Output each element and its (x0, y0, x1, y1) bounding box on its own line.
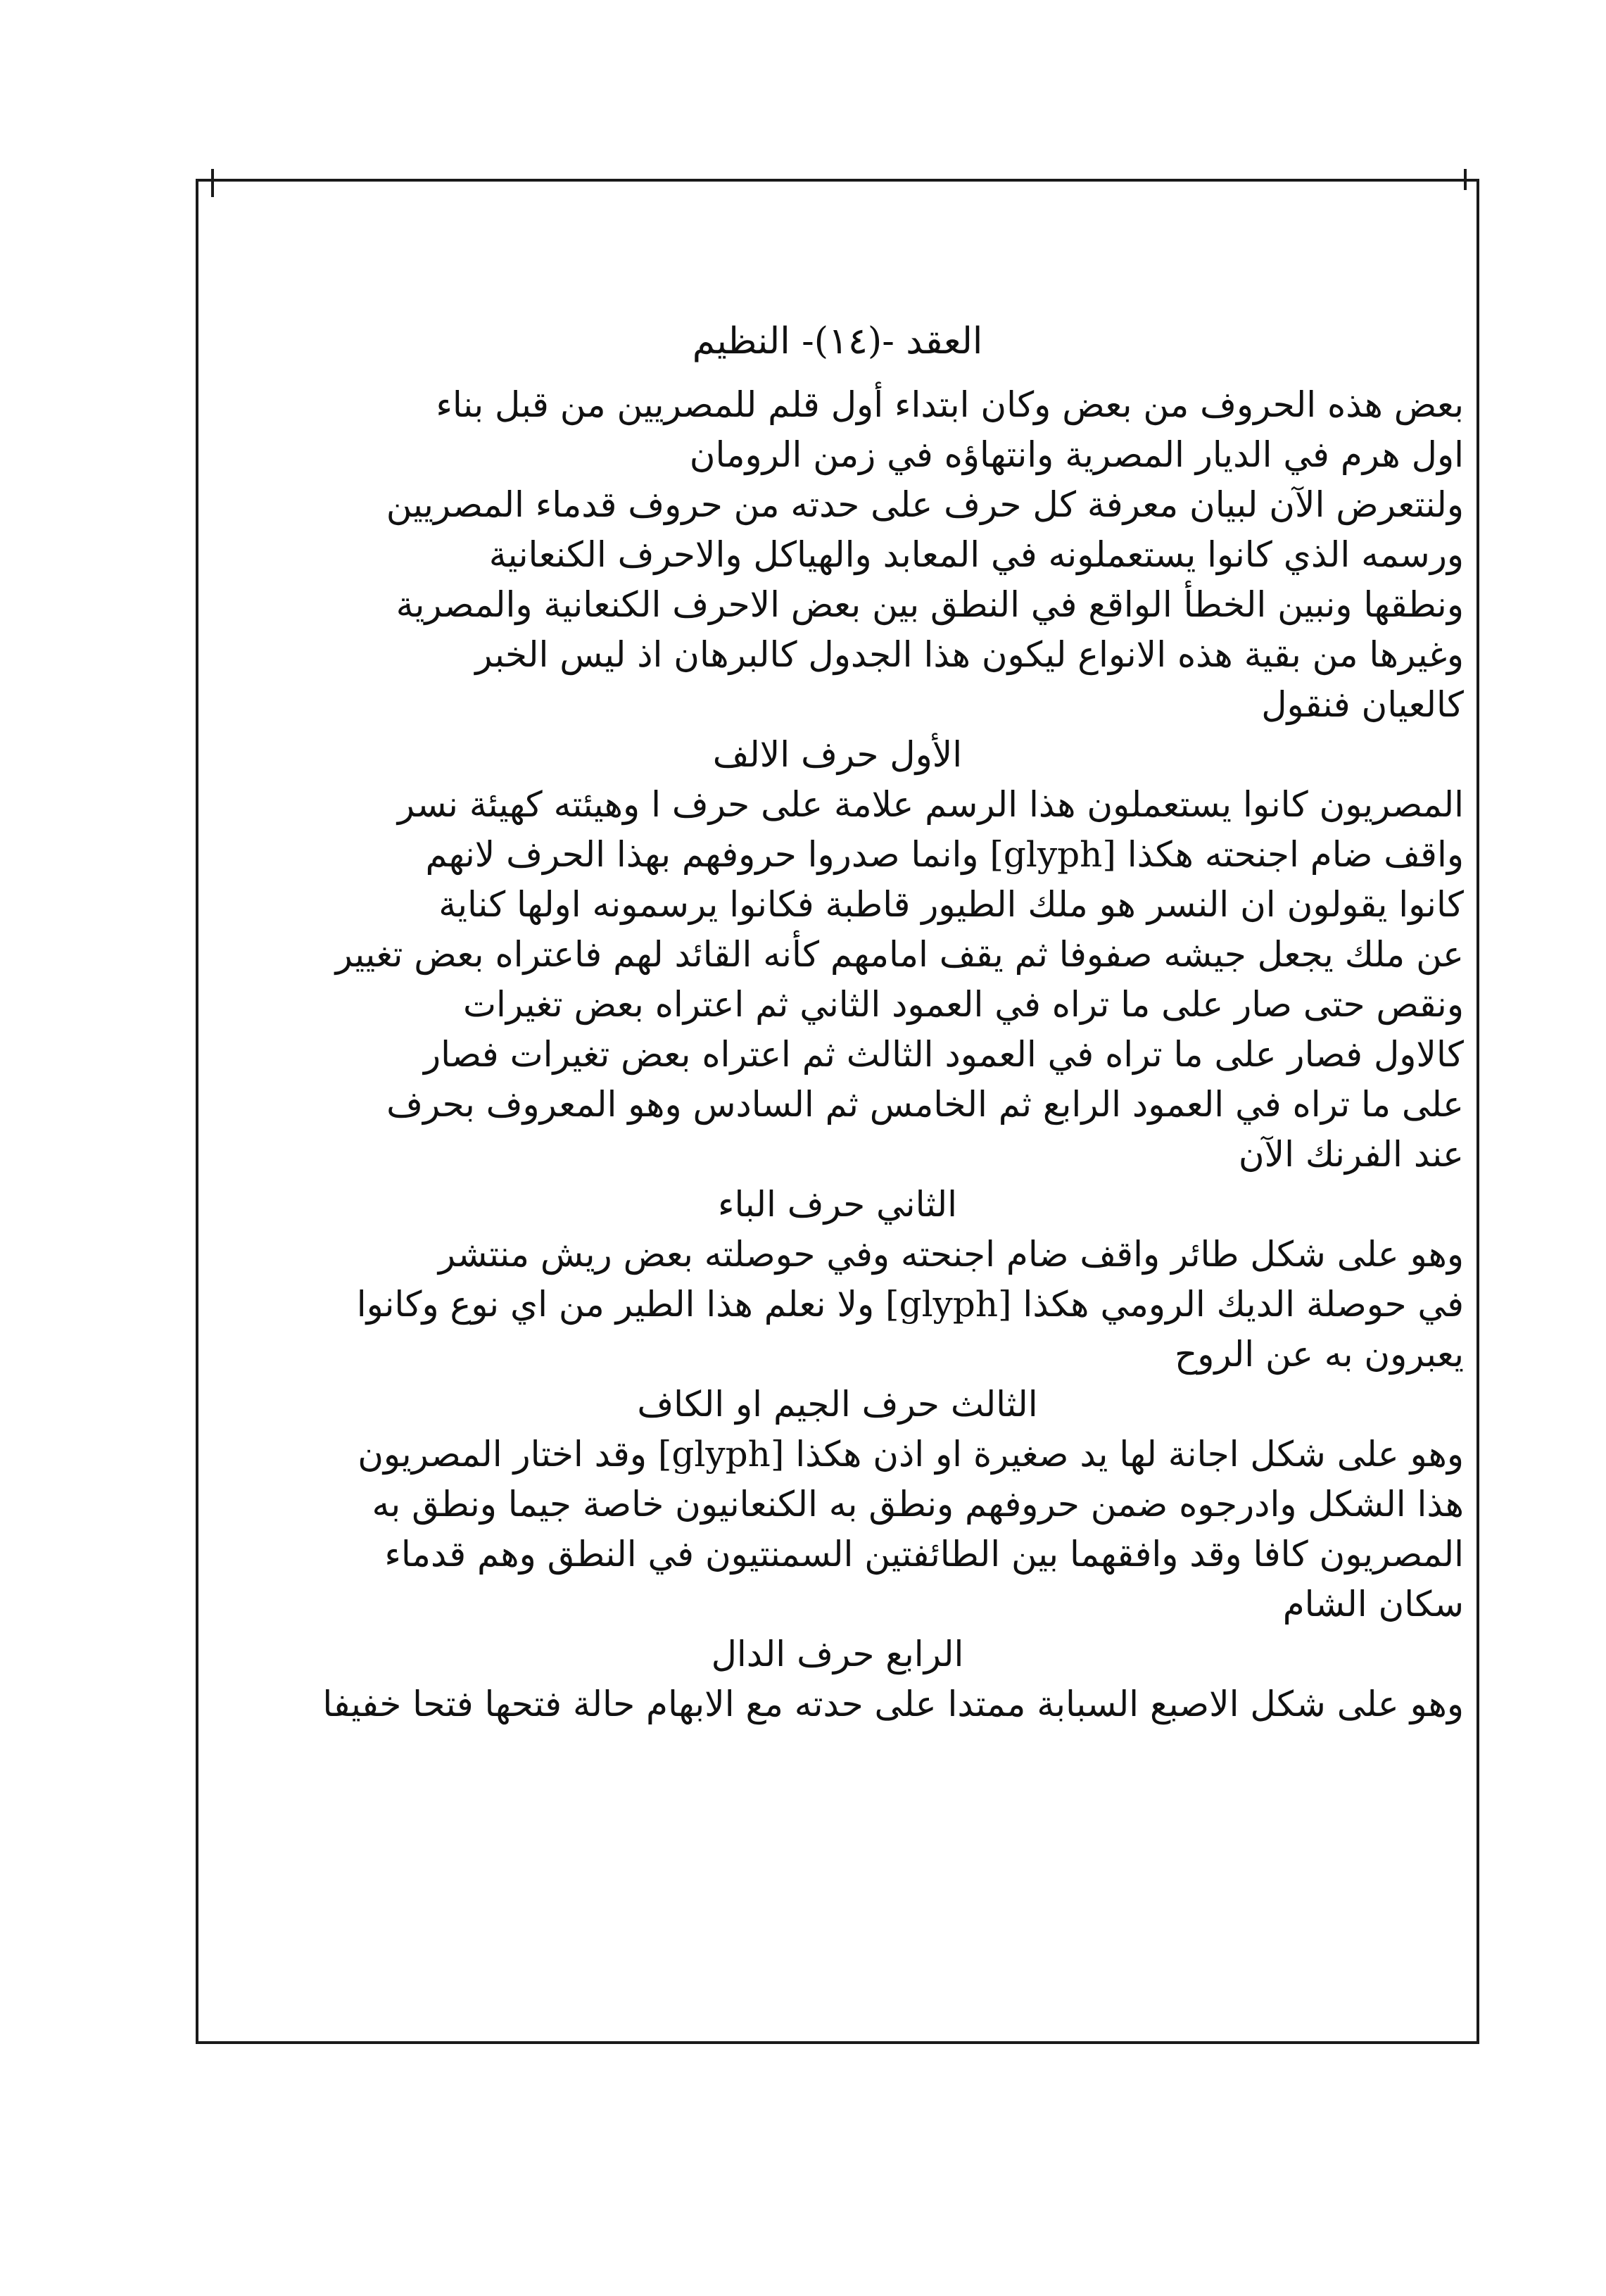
section-alif (211, 730, 1464, 1180)
text-line: بعض هذه الحروف من بعض وكان ابتداء أول قلم للمصريين من قبل بناء (436, 384, 1464, 425)
text-line: كالاول فصار على ما تراه في العمود الثالث ثم اعتراه بعض تغيرات فصار (424, 1034, 1464, 1075)
text-line: اول هرم في الديار المصرية وانتهاؤه في زمن الرومان (689, 434, 1464, 475)
page-title: العقد -(١٤)- النظيم (692, 320, 983, 362)
text-line: المصريون كافا وقد وافقهما بين الطائفتين السمنتيون في النطق وهم قدماء (384, 1534, 1464, 1575)
text-line: وهو على شكل الاصبع السبابة ممتدا على حدته مع الابهام حالة فتحها فتحا خفيفا (322, 1684, 1464, 1724)
text-line: كالعيان فنقول (1261, 684, 1464, 725)
text-line: على ما تراه في العمود الرابع ثم الخامس ثم السادس وهو المعروف بحرف (386, 1084, 1464, 1125)
text-line: ورسمه الذي كانوا يستعملونه في المعابد والهياكل والاحرف الكنعانية (488, 534, 1464, 575)
text-line: سكان الشام (1282, 1584, 1464, 1625)
text-line: وهو على شكل طائر واقف ضام اجنحته وفي حوصلته بعض ريش منتشر (438, 1234, 1464, 1275)
text-line: هذا الشكل وادرجوه ضمن حروفهم ونطق به الكنعانيون خاصة جيما ونطق به (372, 1484, 1464, 1525)
section-dal (211, 1629, 1464, 1729)
section-heading: الثاني حرف الباء (717, 1184, 958, 1225)
section-heading: الثالث حرف الجيم او الكاف (637, 1384, 1038, 1425)
text-line: في حوصلة الديك الرومي هكذا [glyph] ولا نعلم هذا الطير من اي نوع وكانوا (356, 1284, 1464, 1325)
text-line: وهو على شكل اجانة لها يد صغيرة او اذن هكذا [glyph] وقد اختار المصريون (358, 1434, 1464, 1475)
border-tick-top-left (211, 169, 214, 197)
text-line: كانوا يقولون ان النسر هو ملك الطيور قاطبة فكانوا يرسمونه اولها كناية (438, 884, 1464, 925)
text-line: ونطقها ونبين الخطأ الواقع في النطق بين بعض الاحرف الكنعانية والمصرية (396, 584, 1464, 625)
document-body (211, 380, 1464, 1729)
text-line: المصريون كانوا يستعملون هذا الرسم علامة على حرف ا وهيئته كهيئة نسر (397, 784, 1464, 825)
section-ba (211, 1180, 1464, 1380)
text-line: عن ملك يجعل جيشه صفوفا ثم يقف امامهم كأنه القائد لهم فاعتراه بعض تغيير (335, 934, 1464, 975)
text-line: يعبرون به عن الروح (1174, 1334, 1464, 1375)
text-line: ولنتعرض الآن لبيان معرفة كل حرف على حدته من حروف قدماء المصريين (386, 484, 1464, 525)
text-line: عند الفرنك الآن (1238, 1134, 1464, 1175)
section-jim (211, 1380, 1464, 1629)
text-line: ونقص حتى صار على ما تراه في العمود الثاني ثم اعتراه بعض تغيرات (462, 984, 1464, 1025)
section-heading: الرابع حرف الدال (711, 1634, 964, 1674)
border-tick-top-right (1464, 169, 1467, 190)
section-heading: الأول حرف الالف (712, 734, 963, 775)
text-line: وغيرها من بقية هذه الانواع ليكون هذا الجدول كالبرهان اذ ليس الخبر (475, 634, 1464, 675)
intro-paragraph (211, 380, 1464, 730)
text-line: واقف ضام اجنحته هكذا [glyph] وانما صدروا حروفهم بهذا الحرف لانهم (425, 834, 1464, 875)
